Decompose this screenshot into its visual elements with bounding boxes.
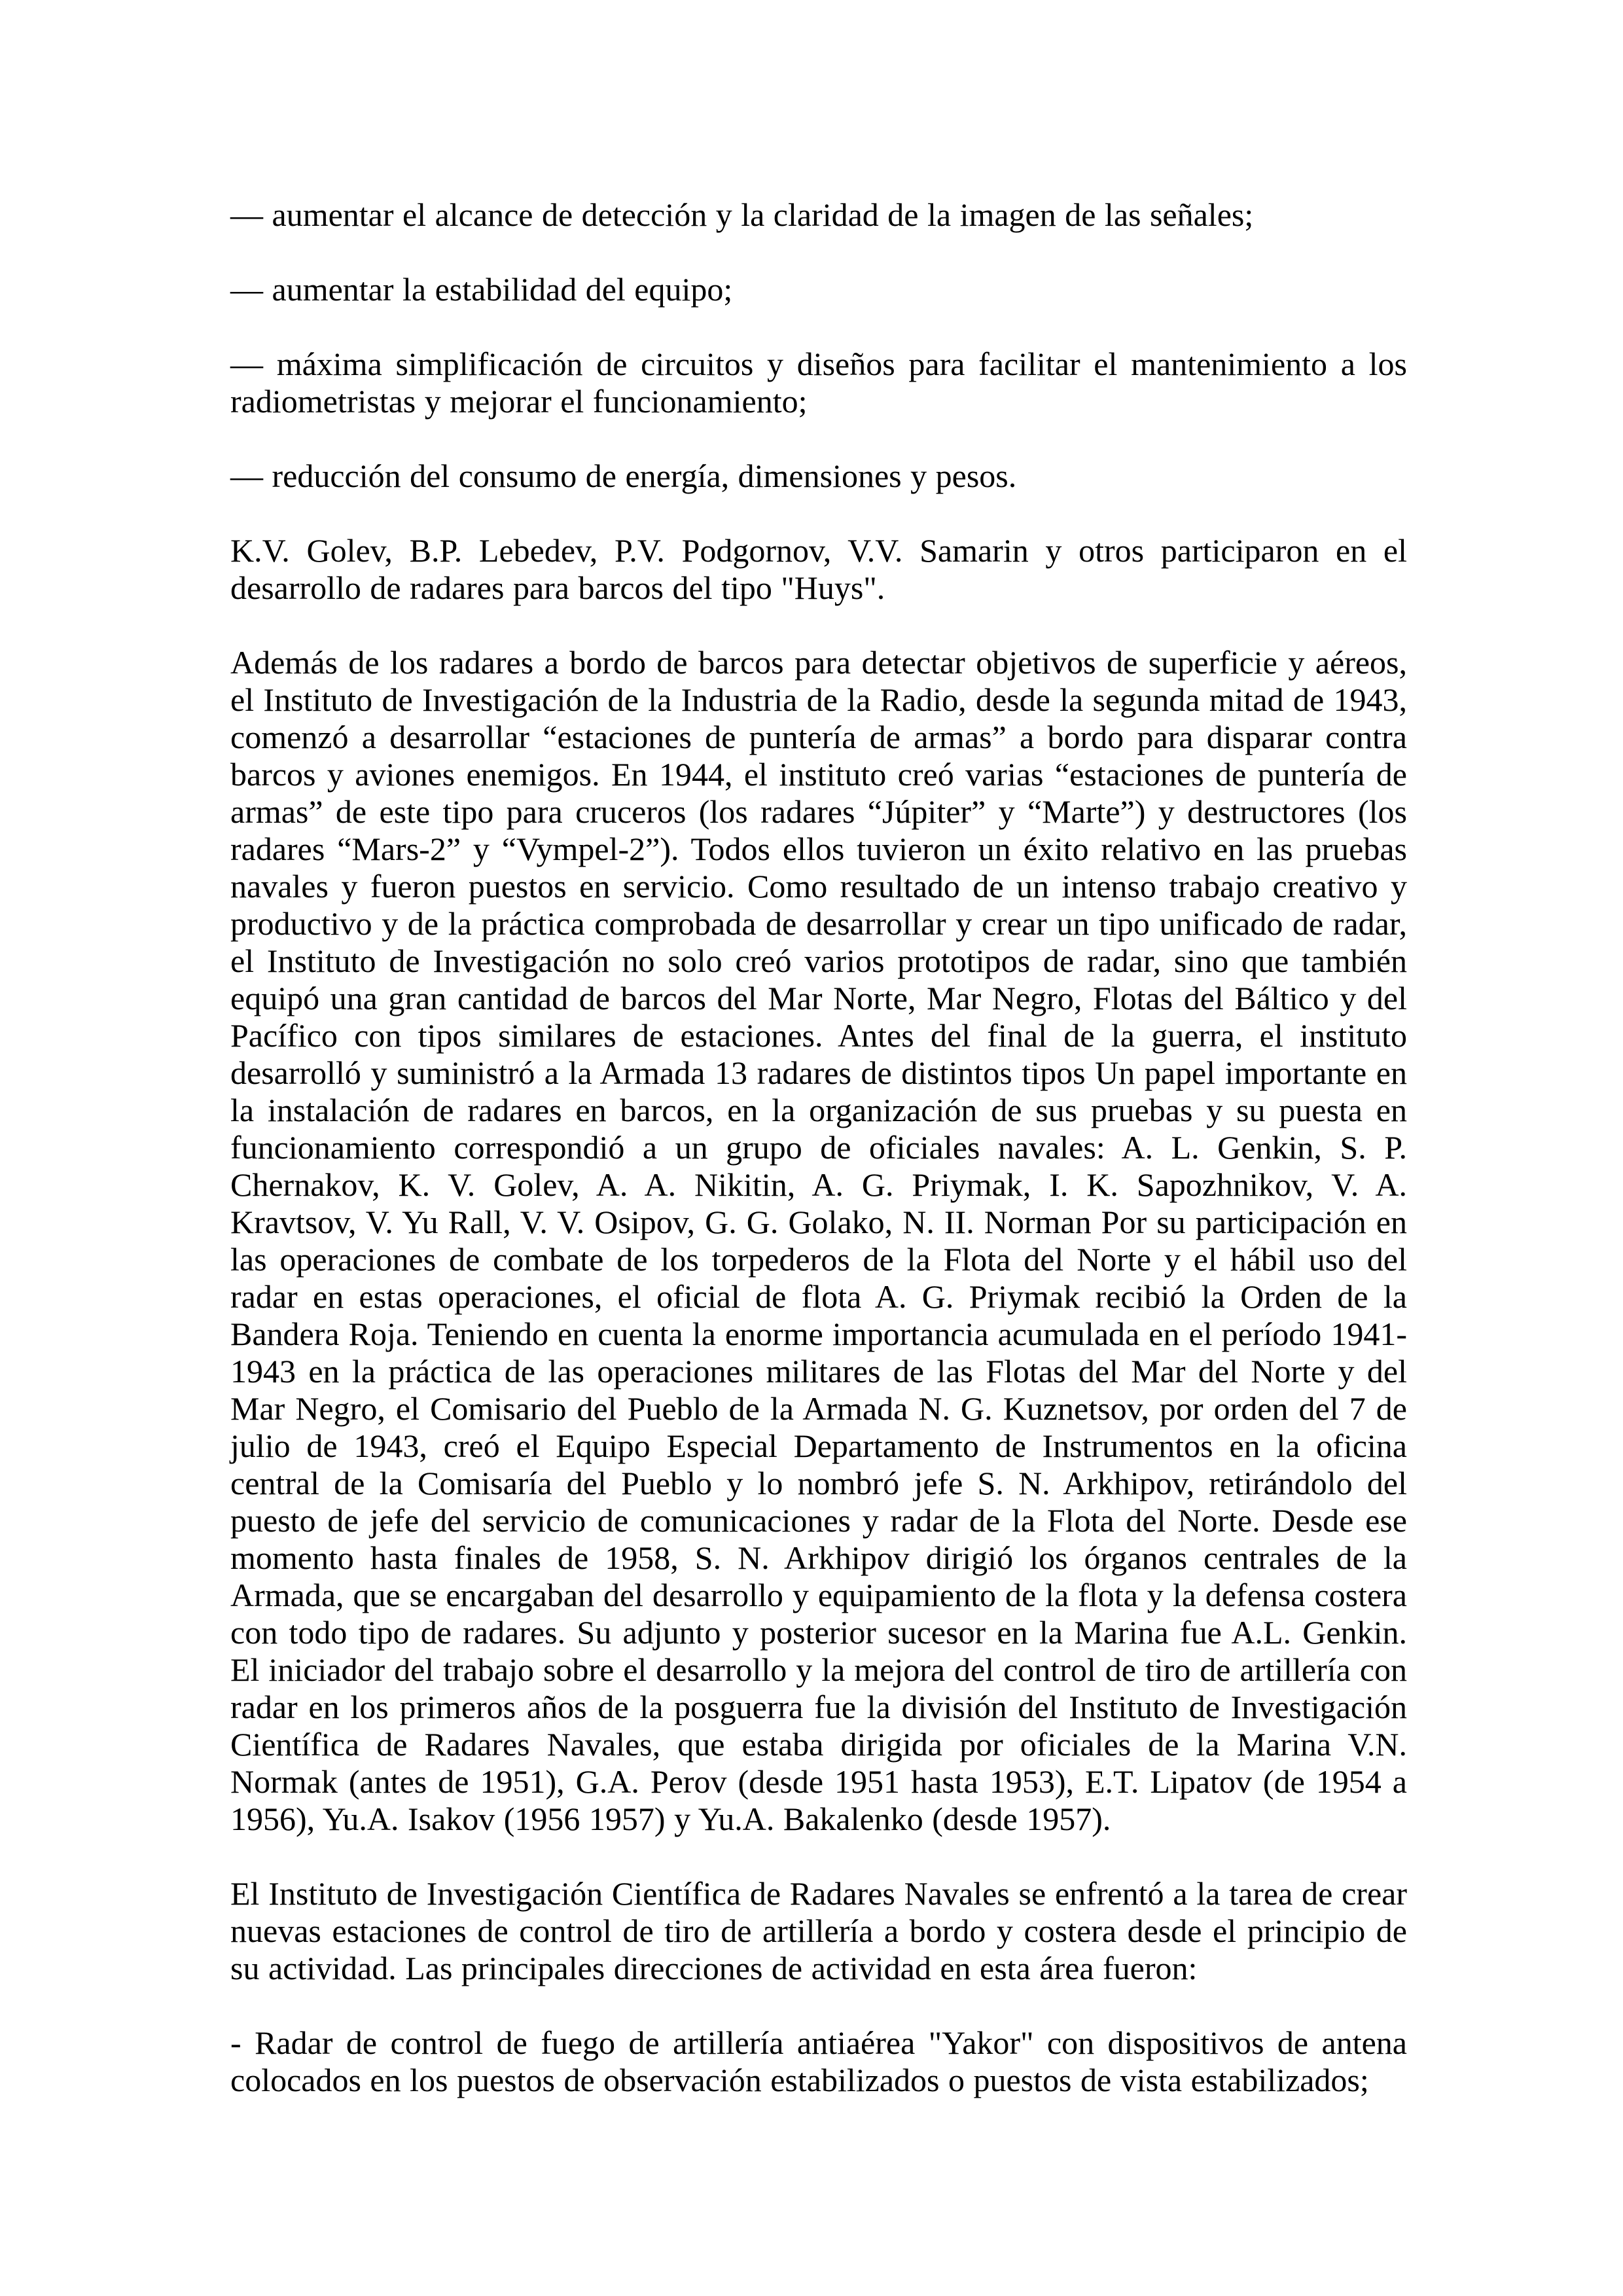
bullet-paragraph-detection-range: — aumentar el alcance de detección y la claridad de la imagen de las señales;	[230, 196, 1254, 233]
paragraph-yakor-radar: - Radar de control de fuego de artillería antiaérea "Yakor" con dispositivos de antena colocados en los puestos de observación estabilizados o puestos de vista estabilizados;	[230, 2024, 1407, 2098]
bullet-paragraph-circuit-simplification: — máxima simplificación de circuitos y diseños para facilitar el mantenimiento a los radiometristas y mejorar el funcionamiento;	[230, 346, 1407, 420]
bullet-paragraph-equipment-stability: — aumentar la estabilidad del equipo;	[230, 271, 733, 308]
paragraph-institute-task: El Instituto de Investigación Científica de Radares Navales se enfrentó a la tarea de crear nuevas estaciones de control de tiro de artillería a bordo y costera desde el principio de su actividad. Las principales direcciones de actividad en esta área fueron:	[230, 1875, 1407, 1986]
bullet-paragraph-power-reduction: — reducción del consumo de energía, dimensiones y pesos.	[230, 457, 1017, 494]
paragraph-huys-developers: K.V. Golev, B.P. Lebedev, P.V. Podgornov, V.V. Samarin y otros participaron en el desarrollo de radares para barcos del tipo "Huys".	[230, 532, 1407, 606]
paragraph-institute-history: Además de los radares a bordo de barcos para detectar objetivos de superficie y aéreos, el Instituto de Investigación de la Industria de la Radio, desde la segunda mitad de 1943, comenzó a desarrollar “estaciones de puntería de armas” a bordo para disparar contra barcos y aviones enemigos. En 1944, el instituto creó varias “estaciones de puntería de armas” de este tipo para cruceros (los radares “Júpiter” y “Marte”) y destructores (los radares “Mars-2” y “Vympel-2”). Todos ellos tuvieron un éxito relativo en las pruebas navales y fueron puestos en servicio. Como resultado de un intenso trabajo creativo y productivo y de la práctica comprobada de desarrollar y crear un tipo unificado de radar, el Instituto de Investigación no solo creó varios prototipos de radar, sino que también equipó una gran cantidad de barcos del Mar Norte, Mar Negro, Flotas del Báltico y del Pacífico con tipos similares de estaciones. Antes del final de la guerra, el instituto desarrolló y suministró a la Armada 13 radares de distintos tipos Un papel importante en la instalación de radares en barcos, en la organización de sus pruebas y su puesta en funcionamiento correspondió a un grupo de oficiales navales: A. L. Genkin, S. P. Chernakov, K. V. Golev, A. A. Nikitin, A. G. Priymak, I. K. Sapozhnikov, V. A. Kravtsov, V. Yu Rall, V. V. Osipov, G. G. Golako, N. II. Norman Por su participación en las operaciones de combate de los torpederos de la Flota del Norte y el hábil uso del radar en estas operaciones, el oficial de flota A. G. Priymak recibió la Orden de la Bandera Roja. Teniendo en cuenta la enorme importancia acumulada en el período 1941-1943 en la práctica de las operaciones militares de las Flotas del Mar del Norte y del Mar Negro, el Comisario del Pueblo de la Armada N. G. Kuznetsov, por orden del 7 de julio de 1943, creó el Equipo Especial Departamento de Instrumentos en la oficina central de la Comisaría del Pueblo y lo nombró jefe S. N. Arkhipov, retirándolo del puesto de jefe del servicio de comunicaciones y radar de la Flota del Norte. Desde ese momento hasta finales de 1958, S. N. Arkhipov dirigió los órganos centrales de la Armada, que se encargaban del desarrollo y equipamiento de la flota y la defensa costera con todo tipo de radares. Su adjunto y posterior sucesor en la Marina fue A.L. Genkin. El iniciador del trabajo sobre el desarrollo y la mejora del control de tiro de artillería con radar en los primeros años de la posguerra fue la división del Instituto de Investigación Científica de Radares Navales, que estaba dirigida por oficiales de la Marina V.N. Normak (antes de 1951), G.A. Perov (desde 1951 hasta 1953), E.T. Lipatov (de 1954 a 1956), Yu.A. Isakov (1956 1957) y Yu.A. Bakalenko (desde 1957).	[230, 644, 1407, 1837]
